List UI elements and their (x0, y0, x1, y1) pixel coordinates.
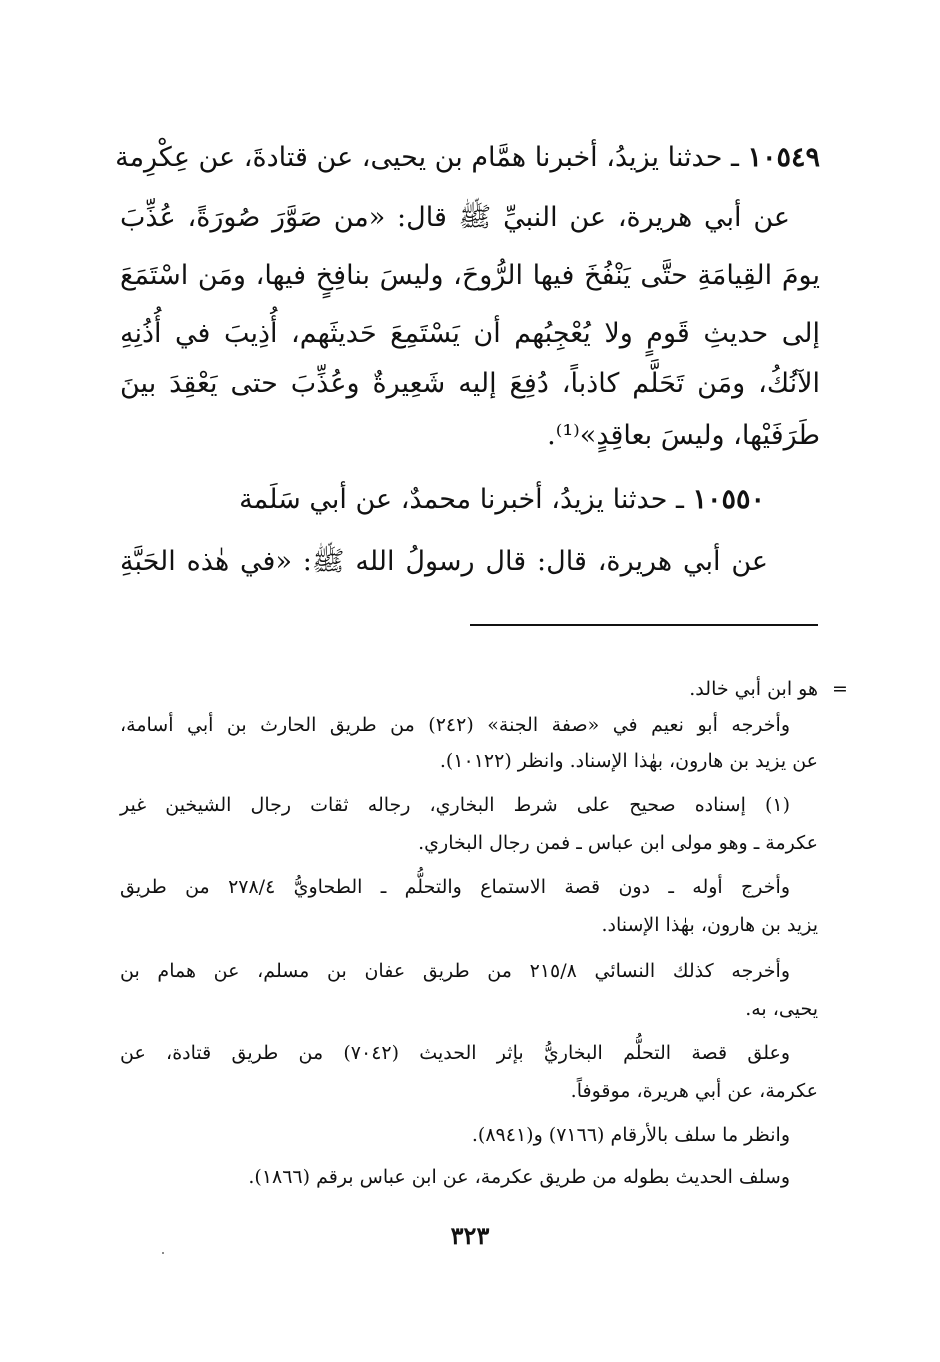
hadith-number: ١٠٥٤٩ (747, 142, 820, 173)
footnote-line: وأخرجه أبو نعيم في «صفة الجنة» (٢٤٢) من طريق الحارث بن أبي أسامة، (120, 714, 790, 736)
footnote-line: عكرمة ـ وهو مولى ابن عباس ـ فمن رجال البخاري. (418, 832, 818, 854)
hadith-text-line: يومَ القِيامَةِ حتَّى يَنْفُخَ فيها الرُّوحَ، وليسَ بنافِخٍ فيها، ومَن اسْتَمَعَ (120, 260, 820, 291)
hadith-text-line: طَرَفَيْها، وليسَ بعاقِدٍ»⁽¹⁾. (547, 420, 820, 451)
footnote-divider (470, 624, 818, 626)
hadith-text-line: عن أبي هريرة، عن النبيِّ ﷺ قال: «من صَوَّرَ صُورَةً، عُذِّبَ (120, 202, 790, 233)
footnote-line: وأخرج أوله ـ دون قصة الاستماع والتحلُّم ـ الطحاويُّ ٢٧٨/٤ من طريق (120, 876, 790, 898)
footnote-line: يحيى، به. (745, 998, 818, 1020)
footnote-line: يزيد بن هارون، بهٰذا الإسناد. (601, 914, 818, 936)
hadith-text-line: عن أبي هريرة، قال: قال رسولُ الله ﷺ: «في هٰذه الحَبَّةِ (120, 546, 768, 577)
scan-speck (162, 1252, 164, 1254)
continuation-mark: = (832, 678, 848, 700)
footnote-line: (١) إسناده صحيح على شرط البخاري، رجاله ثقات رجال الشيخين غير (120, 794, 790, 816)
footnote-line: وأخرجه كذلك النسائي ٢١٥/٨ من طريق عفان بن مسلم، عن همام بن (120, 960, 790, 982)
hadith-text-line: إلى حديثِ قَومٍ ولا يُعْجِبُهم أن يَسْتَمِعَ حَديثَهم، أُذِيبَ في أُذُنِهِ (120, 318, 820, 349)
footnote-line: وانظر ما سلف بالأرقام (٧١٦٦) و(٨٩٤١). (471, 1124, 790, 1146)
page-number: ٣٢٣ (450, 1221, 490, 1250)
footnote-line: وسلف الحديث بطوله من طريق عكرمة، عن ابن عباس برقم (١٨٦٦). (248, 1166, 790, 1188)
footnote-line: عكرمة، عن أبي هريرة، موقوفاً. (570, 1080, 818, 1102)
hadith-text-line: الآنُكُ، ومَن تَحَلَّم كاذباً، دُفِعَ إليه شَعِيرةٌ وعُذِّبَ حتى يَعْقِدَ بينَ (120, 368, 820, 399)
footnote-line: وعلق قصة التحلُّم البخاريُّ بإثر الحديث (٧٠٤٢) من طريق قتادة، عن (120, 1042, 791, 1064)
footnote-line: عن يزيد بن هارون، بهٰذا الإسناد. وانظر (١٠١٢٢). (439, 750, 818, 772)
hadith-header-line (239, 478, 765, 522)
hadith-number: ١٠٥٥٠ (692, 484, 765, 515)
footnote-line: هو ابن أبي خالد. (689, 678, 818, 700)
hadith-chain-text: ـ حدثنا يزيدُ، أخبرنا همَّام بن يحيى، عن قتادةَ، عن عِكْرِمة (115, 142, 739, 173)
hadith-header-line (115, 136, 820, 180)
hadith-chain-text: ـ حدثنا يزيدُ، أخبرنا محمدٌ، عن أبي سَلَمة (239, 484, 684, 515)
